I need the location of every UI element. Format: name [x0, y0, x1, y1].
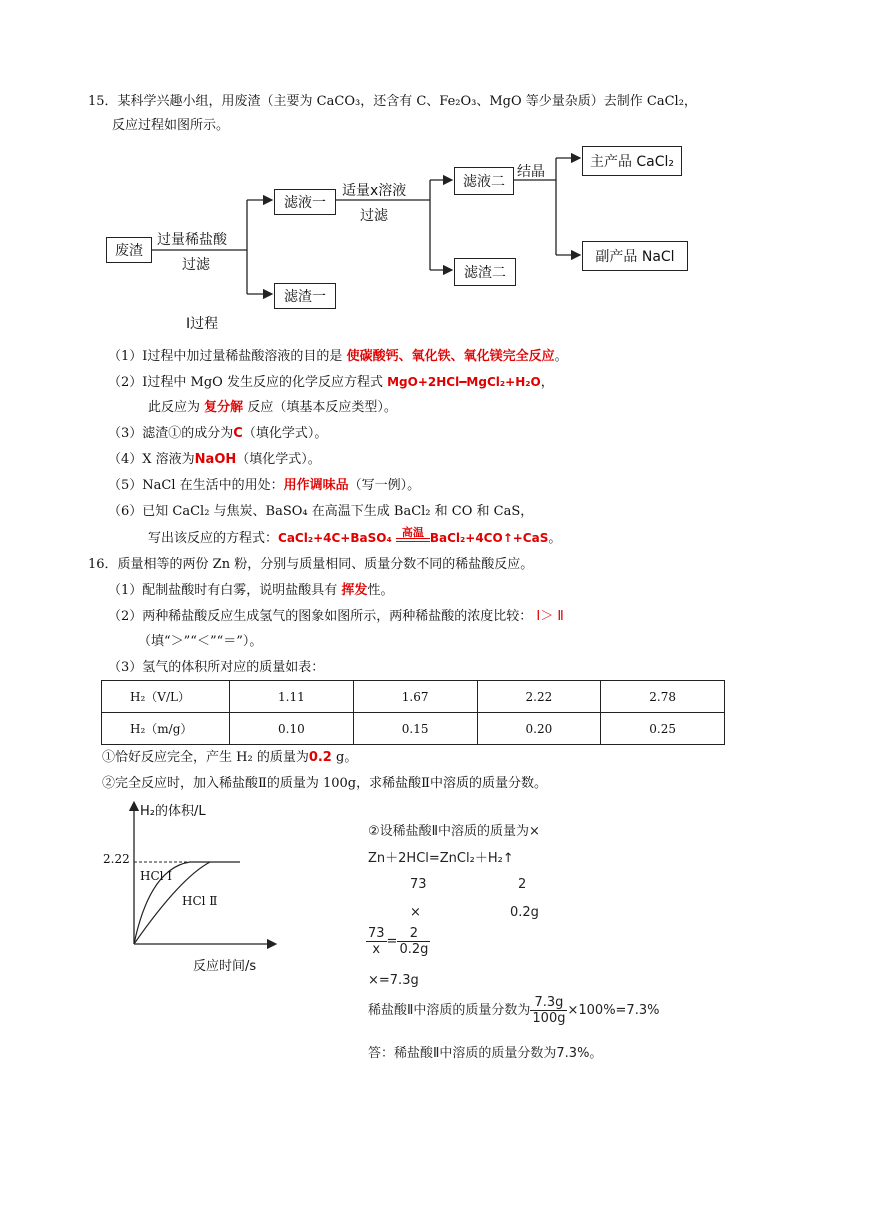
label-process: Ⅰ过程 [186, 316, 219, 332]
frac3-den: 100g [532, 1011, 566, 1026]
table-row [102, 713, 725, 745]
solution-0.2g: 0.2g [510, 905, 539, 920]
box-residue1: 滤渣一 [274, 283, 336, 309]
reaction-condition [396, 526, 430, 542]
graph-ytick: 2.22 [103, 852, 130, 866]
q16-stem: 16．质量相等的两份 Zn 粉，分别与质量相同、质量分数不同的稀盐酸反应。 [88, 557, 534, 572]
graph-curve1-label: HCl Ⅰ [140, 869, 173, 883]
solution-line1: ②设稀盐酸Ⅱ中溶质的质量为× [368, 824, 540, 839]
condition-high-temp: 高温 [401, 526, 424, 539]
q15-part6: （6）已知 CaCl₂ 与焦炭、BaSO₄ 在高温下生成 BaCl₂ 和 CO 和 CaS， [108, 504, 534, 519]
box-main-product: 主产品 CaCl₂ [582, 146, 682, 176]
hydrogen-table [101, 680, 725, 745]
graph-ylabel: H₂的体积/L [140, 804, 206, 819]
solution-x: × [410, 905, 421, 920]
frac1-den: x [372, 942, 381, 957]
label-step2-bottom: 过滤 [360, 208, 388, 224]
q16-answer2: Ⅰ＞ Ⅱ [536, 609, 564, 624]
table-row-label: H₂（m/g） [102, 713, 230, 745]
table-row [102, 681, 725, 713]
q16-answer1: 挥发 [341, 583, 368, 598]
label-step2-top: 适量x溶液 [342, 183, 407, 199]
frac3-num: 7.3g [530, 995, 567, 1011]
solution-answer: 答：稀盐酸Ⅱ中溶质的质量分数为7.3%。 [368, 1046, 603, 1061]
frac2-den: 0.2g [399, 942, 429, 957]
solution-73: 73 [410, 877, 427, 892]
q15-part6b: 写出该反应的方程式：CaCl₂+4C+BaSO₄ 高温 BaCl₂+4CO↑+CaS。 [148, 526, 562, 546]
table-cell: 2.22 [477, 681, 601, 713]
q15-answer3: C [233, 426, 243, 441]
table-cell: 0.10 [230, 713, 354, 745]
q16-part2b: （填“＞”“＜”“＝”）。 [138, 634, 263, 649]
q16-sub2: ②完全反应时，加入稀盐酸Ⅱ的质量为 100g，求稀盐酸Ⅱ中溶质的质量分数。 [102, 776, 547, 791]
box-by-product: 副产品 NaCl [582, 241, 688, 271]
box-filtrate1: 滤液一 [274, 189, 336, 215]
graph-xlabel: 反应时间/s [193, 959, 257, 974]
table-cell: 0.15 [353, 713, 477, 745]
label-step1-top: 过量稀盐酸 [157, 232, 227, 248]
q16-part1: （1）配制盐酸时有白雾，说明盐酸具有 挥发性。 [108, 583, 394, 598]
q15-part2: （2）Ⅰ过程中 MgO 发生反应的化学反应方程式 MgO+2HCl━MgCl₂+H₂O， [108, 375, 554, 390]
table-cell: 0.25 [601, 713, 725, 745]
table-cell: 0.20 [477, 713, 601, 745]
solution-percentage: 稀盐酸Ⅱ中溶质的质量分数为 $\frac{7.3g}{100g}$ ×100%=7.3% [368, 995, 660, 1026]
solution-2: 2 [518, 877, 527, 892]
q15-answer1: 使碳酸钙、氧化铁、氧化镁完全反应 [346, 349, 555, 364]
q15-part2b: 此反应为 复分解 反应（填基本反应类型）。 [148, 400, 397, 415]
q15-part4: （4）X 溶液为NaOH（填化学式）。 [108, 452, 321, 467]
q16-part2: （2）两种稀盐酸反应生成氢气的图象如图所示，两种稀盐酸的浓度比较： Ⅰ＞ Ⅱ [108, 609, 564, 624]
q16-part3: （3）氢气的体积所对应的质量如表： [108, 660, 325, 675]
q16-answer-sub1: 0.2 [308, 750, 332, 765]
q15-stem-line2: 反应过程如图所示。 [112, 118, 230, 133]
label-step1-bottom: 过滤 [182, 257, 210, 273]
q15-answer2b: 复分解 [204, 400, 244, 415]
flow-diagram-lines [0, 0, 869, 340]
solution-equation: Zn＋2HCl=ZnCl₂＋H₂↑ [368, 851, 514, 866]
solution-proportion: $\frac{73}{x}$ = $\frac{2}{0.2g}$ [368, 926, 429, 957]
label-step3: 结晶 [517, 164, 545, 180]
frac1-num: 73 [368, 926, 385, 941]
q15-answer2: MgO+2HCl━MgCl₂+H₂O [387, 375, 541, 389]
q15-stem-line1: 15．某科学兴趣小组，用废渣（主要为 CaCO₃，还含有 C、Fe₂O₃、MgO 等少量杂质）去制作 CaCl₂， [88, 94, 697, 109]
graph-curve2-label: HCl Ⅱ [182, 894, 218, 908]
q15-part3: （3）滤渣①的成分为C（填化学式）。 [108, 426, 328, 441]
q15-answer4: NaOH [194, 452, 237, 467]
q15-answer6-left: CaCl₂+4C+BaSO₄ [278, 531, 392, 545]
h2-volume-graph [100, 798, 280, 978]
table-cell: 1.67 [353, 681, 477, 713]
q15-answer6-right: BaCl₂+4CO↑+CaS [429, 531, 549, 545]
box-residue2: 滤渣二 [454, 258, 516, 286]
q15-part5: （5）NaCl 在生活中的用处：用作调味品（写一例）。 [108, 478, 421, 493]
box-filtrate2: 滤液二 [454, 167, 514, 195]
q16-sub1: ①恰好反应完全，产生 H₂ 的质量为0.2 g。 [102, 750, 358, 765]
box-waste: 废渣 [106, 237, 152, 263]
q15-part1: （1）Ⅰ过程中加过量稀盐酸溶液的目的是 使碳酸钙、氧化铁、氧化镁完全反应。 [108, 349, 568, 364]
table-cell: 1.11 [230, 681, 354, 713]
table-cell: 2.78 [601, 681, 725, 713]
frac2-num: 2 [397, 926, 430, 942]
table-row-label: H₂（V/L） [102, 681, 230, 713]
q15-answer5: 用作调味品 [283, 478, 349, 493]
solution-result: ×=7.3g [368, 973, 419, 988]
